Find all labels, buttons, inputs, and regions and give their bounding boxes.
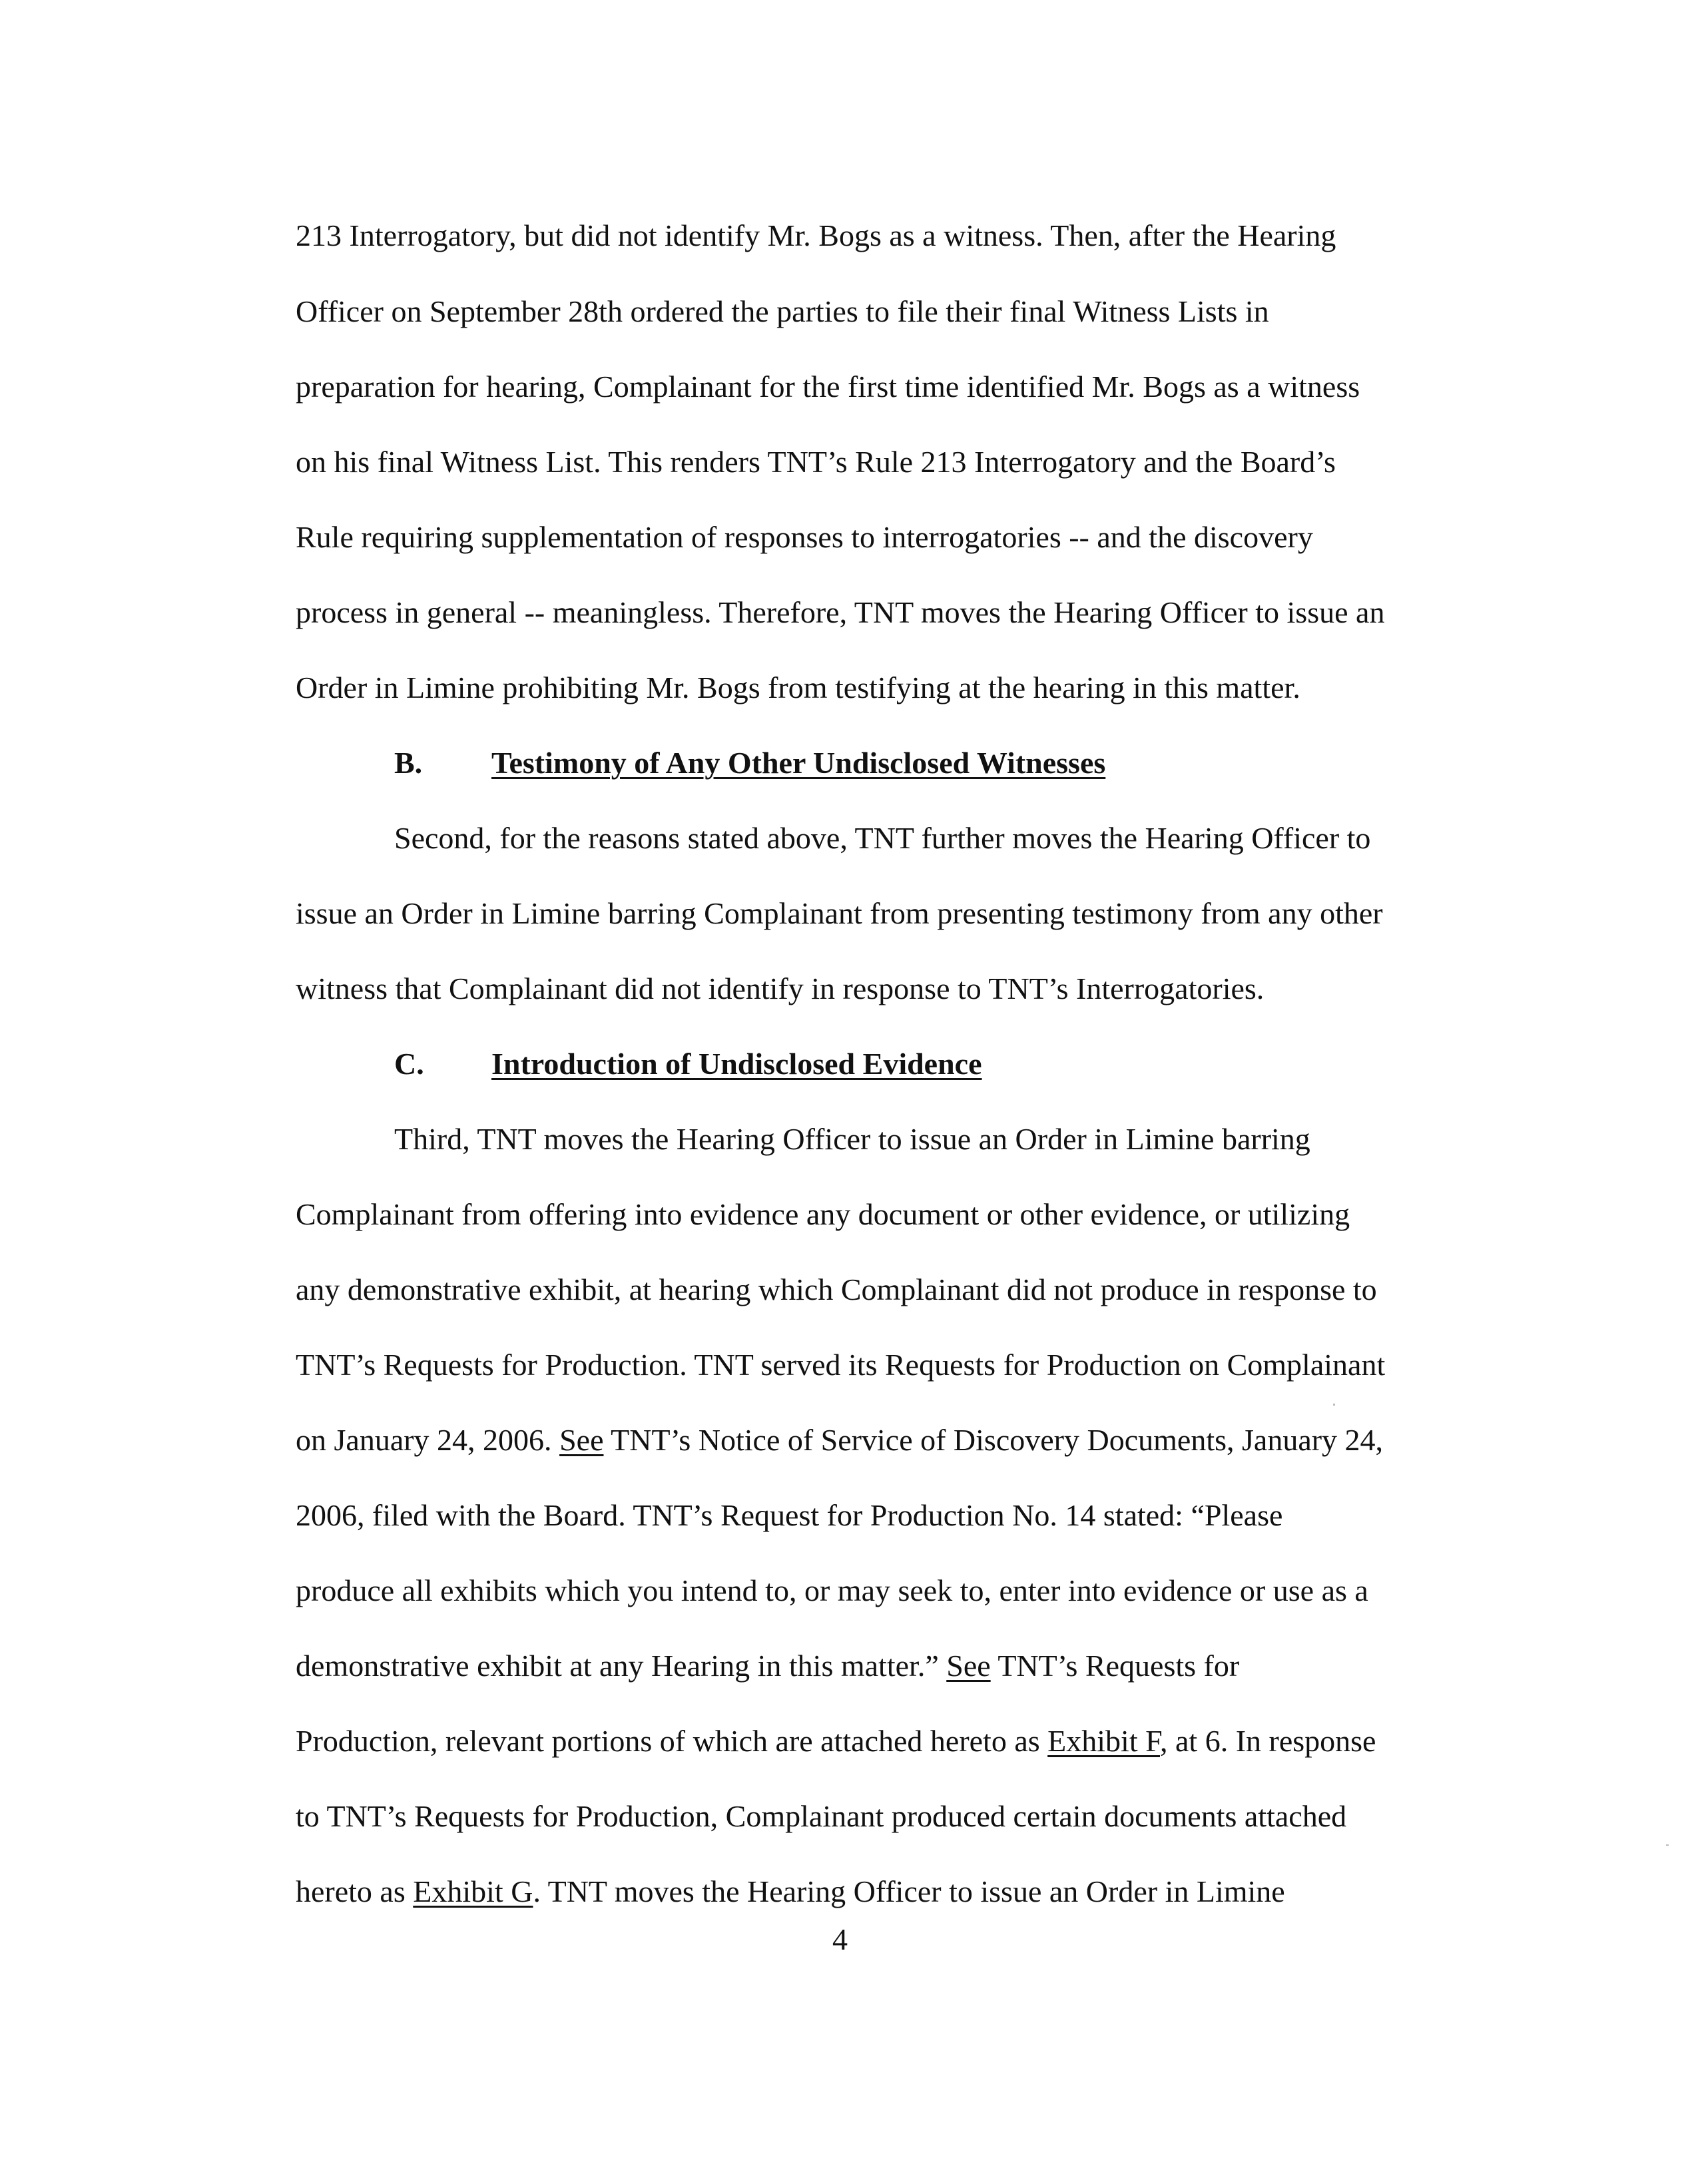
see-citation: See [559,1423,604,1457]
body-line: Third, TNT moves the Hearing Officer to issue an Order in Limine barring [394,1122,1310,1156]
line-text: on January 24, 2006. [296,1423,560,1457]
exhibit-f-reference: Exhibit F [1047,1724,1160,1758]
body-line: Second, for the reasons stated above, TNT further moves the Hearing Officer to [394,821,1371,855]
exhibit-g-reference: Exhibit G [413,1874,533,1908]
body-line: to TNT’s Requests for Production, Complainant produced certain documents attached [296,1799,1347,1833]
line-text: hereto as [296,1874,414,1908]
body-line: issue an Order in Limine barring Complainant from presenting testimony from any other [296,896,1383,930]
body-line: 213 Interrogatory, but did not identify Mr. Bogs as a witness. Then, after the Hearing [296,218,1336,252]
body-line: Rule requiring supplementation of responses to interrogatories -- and the discovery [296,520,1313,554]
see-citation: See [946,1649,991,1683]
line-text: , at 6. In response [1160,1724,1376,1758]
body-line: preparation for hearing, Complainant for the first time identified Mr. Bogs as a witness [296,370,1360,404]
body-line: on his final Witness List. This renders TNT’s Rule 213 Interrogatory and the Board’s [296,445,1336,479]
body-line: any demonstrative exhibit, at hearing which Complainant did not produce in response to [296,1272,1377,1306]
line-text: Production, relevant portions of which are attached hereto as [296,1724,1048,1758]
section-c-letter: C. [394,1047,424,1081]
body-line: Complainant from offering into evidence any document or other evidence, or utilizing [296,1197,1350,1231]
line-text: demonstrative exhibit at any Hearing in this matter.” [296,1649,947,1683]
section-c-title: Introduction of Undisclosed Evidence [491,1047,982,1081]
section-b-letter: B. [394,746,423,780]
line-text: . TNT moves the Hearing Officer to issue an Order in Limine [533,1874,1285,1908]
scan-speck [1666,1844,1669,1846]
body-line: 2006, filed with the Board. TNT’s Request for Production No. 14 stated: “Please [296,1498,1283,1532]
section-b-title: Testimony of Any Other Undisclosed Witnesses [491,746,1106,780]
scan-speck [1333,1404,1335,1406]
body-line [296,1422,1383,1459]
line-text: TNT’s Requests for [990,1649,1240,1683]
body-line: Order in Limine prohibiting Mr. Bogs from testifying at the hearing in this matter. [296,671,1300,704]
body-line: witness that Complainant did not identify in response to TNT’s Interrogatories. [296,971,1265,1005]
line-text: TNT’s Notice of Service of Discovery Documents, January 24, [603,1423,1384,1457]
page-number: 4 [832,1922,848,1956]
body-line [296,1723,1376,1760]
body-line [296,1873,1285,1910]
body-line: produce all exhibits which you intend to, or may seek to, enter into evidence or use as a [296,1573,1368,1607]
body-line: process in general -- meaningless. Therefore, TNT moves the Hearing Officer to issue an [296,595,1385,629]
body-line: Officer on September 28th ordered the parties to file their final Witness Lists in [296,294,1269,328]
body-line [296,1647,1239,1685]
body-line: TNT’s Requests for Production. TNT served its Requests for Production on Complainant [296,1348,1386,1382]
